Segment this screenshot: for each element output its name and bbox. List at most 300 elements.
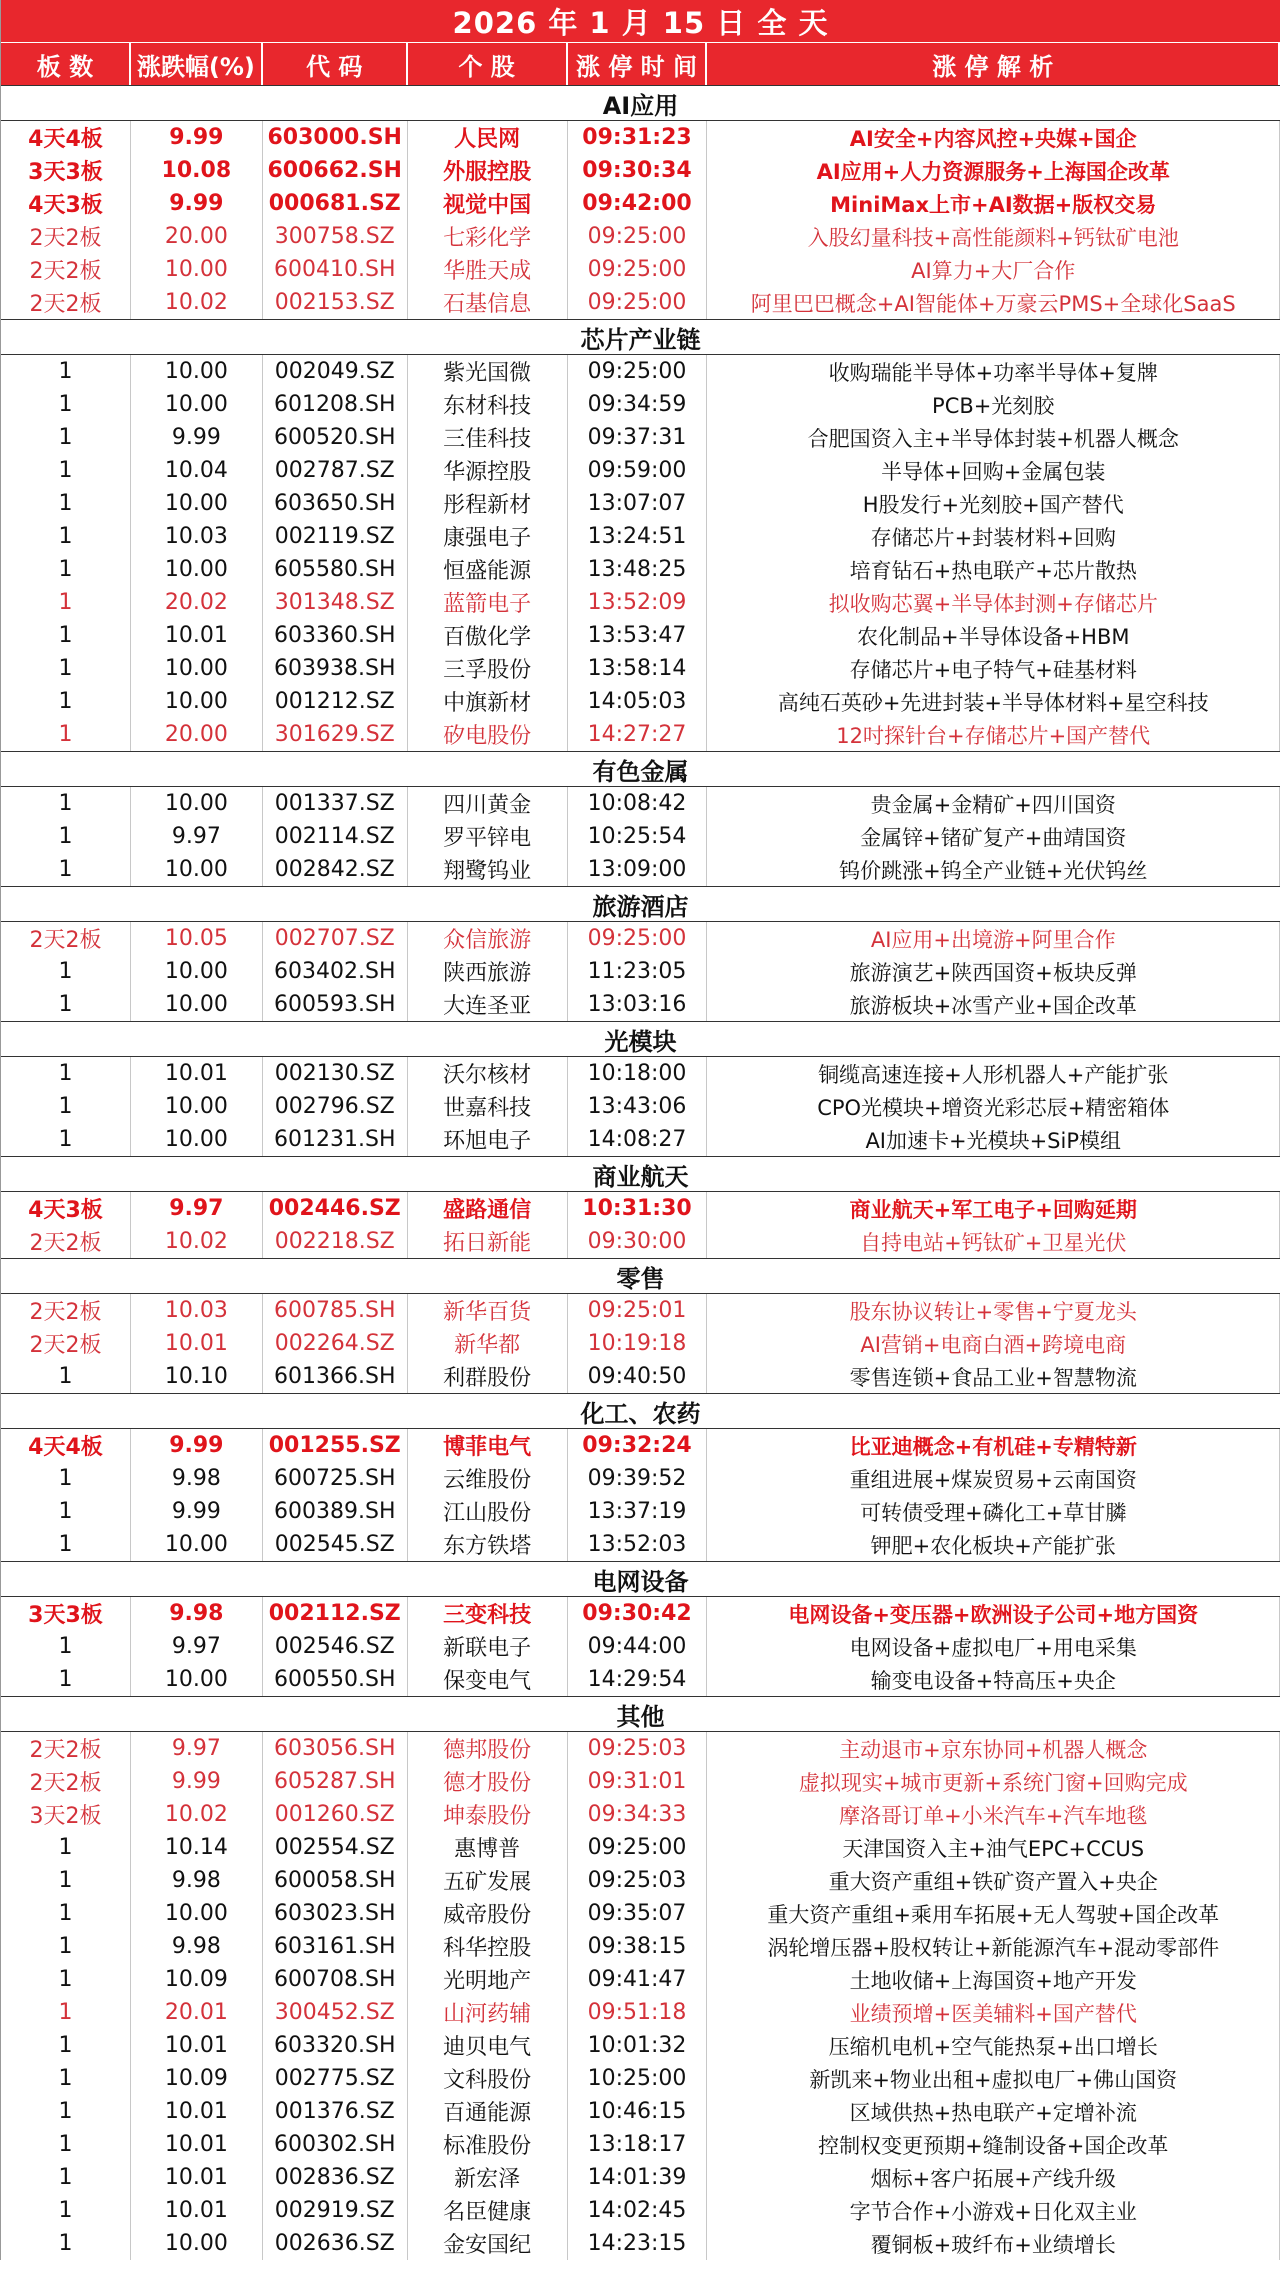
cell-stock-code: 600058.SH — [263, 1864, 408, 1897]
cell-limit-time: 09:41:47 — [568, 1963, 708, 1996]
cell-analysis: 旅游演艺+陕西国资+板块反弹 — [707, 955, 1280, 988]
cell-limit-time: 13:53:47 — [568, 619, 708, 652]
table-row — [1, 2029, 1280, 2062]
table-row — [1, 955, 1280, 988]
table-row — [1, 487, 1280, 520]
cell-stock-code: 001255.SZ — [263, 1429, 408, 1462]
cell-limit-time: 09:31:23 — [568, 121, 708, 154]
cell-limit-time: 09:25:00 — [568, 253, 708, 286]
cell-limit-time: 09:30:42 — [568, 1597, 708, 1630]
cell-change-pct: 10.02 — [131, 1798, 263, 1831]
cell-analysis: 半导体+回购+金属包装 — [707, 454, 1280, 487]
cell-stock-name: 中旗新材 — [408, 685, 568, 718]
cell-analysis: 旅游板块+冰雪产业+国企改革 — [707, 988, 1280, 1021]
section-header: 其他 — [1, 1696, 1280, 1732]
table-row — [1, 553, 1280, 586]
cell-limit-time: 10:18:00 — [568, 1057, 708, 1090]
cell-change-pct: 10.01 — [131, 2029, 263, 2062]
cell-analysis: 控制权变更预期+缝制设备+国企改革 — [707, 2128, 1280, 2161]
cell-stock-code: 600520.SH — [263, 421, 408, 454]
cell-stock-code: 601366.SH — [263, 1360, 408, 1393]
cell-stock-code: 002836.SZ — [263, 2161, 408, 2194]
cell-stock-code: 001212.SZ — [263, 685, 408, 718]
table-row — [1, 685, 1280, 718]
cell-change-pct: 10.00 — [131, 487, 263, 520]
table-row — [1, 2062, 1280, 2095]
section-header: AI应用 — [1, 85, 1280, 121]
cell-analysis: 可转债受理+磷化工+草甘膦 — [707, 1495, 1280, 1528]
cell-analysis: 贵金属+金精矿+四川国资 — [707, 787, 1280, 820]
table-row — [1, 1597, 1280, 1630]
cell-stock-name: 光明地产 — [408, 1963, 568, 1996]
cell-analysis: 字节合作+小游戏+日化双主业 — [707, 2194, 1280, 2227]
cell-limit-time: 09:30:34 — [568, 154, 708, 187]
cell-change-pct: 10.01 — [131, 2161, 263, 2194]
cell-change-pct: 10.00 — [131, 685, 263, 718]
cell-analysis: 阿里巴巴概念+AI智能体+万豪云PMS+全球化SaaS — [707, 286, 1280, 319]
cell-stock-name: 百通能源 — [408, 2095, 568, 2128]
header-analysis: 涨 停 解 析 — [707, 43, 1280, 85]
cell-analysis: 重大资产重组+铁矿资产置入+央企 — [707, 1864, 1280, 1897]
cell-analysis: 电网设备+虚拟电厂+用电采集 — [707, 1630, 1280, 1663]
cell-board-count: 1 — [1, 2227, 131, 2260]
cell-stock-name: 名臣健康 — [408, 2194, 568, 2227]
cell-stock-name: 新华百货 — [408, 1294, 568, 1327]
cell-limit-time: 13:07:07 — [568, 487, 708, 520]
cell-limit-time: 13:09:00 — [568, 853, 708, 886]
cell-limit-time: 09:25:00 — [568, 922, 708, 955]
cell-change-pct: 10.08 — [131, 154, 263, 187]
cell-analysis: PCB+光刻胶 — [707, 388, 1280, 421]
cell-change-pct: 10.00 — [131, 988, 263, 1021]
table-row — [1, 454, 1280, 487]
cell-stock-code: 002919.SZ — [263, 2194, 408, 2227]
cell-analysis: 合肥国资入主+半导体封装+机器人概念 — [707, 421, 1280, 454]
cell-board-count: 1 — [1, 1663, 131, 1696]
table-row — [1, 121, 1280, 154]
cell-stock-code: 600708.SH — [263, 1963, 408, 1996]
cell-stock-name: 保变电气 — [408, 1663, 568, 1696]
cell-stock-name: 彤程新材 — [408, 487, 568, 520]
cell-board-count: 1 — [1, 1495, 131, 1528]
cell-analysis: 高纯石英砂+先进封装+半导体材料+星空科技 — [707, 685, 1280, 718]
cell-stock-code: 605287.SH — [263, 1765, 408, 1798]
table-row — [1, 922, 1280, 955]
cell-analysis: 业绩预增+医美辅料+国产替代 — [707, 1996, 1280, 2029]
cell-analysis: 钾肥+农化板块+产能扩张 — [707, 1528, 1280, 1561]
cell-limit-time: 14:29:54 — [568, 1663, 708, 1696]
cell-stock-code: 600410.SH — [263, 253, 408, 286]
table-row — [1, 619, 1280, 652]
cell-stock-name: 华源控股 — [408, 454, 568, 487]
cell-board-count: 1 — [1, 652, 131, 685]
table-row — [1, 853, 1280, 886]
cell-stock-name: 坤泰股份 — [408, 1798, 568, 1831]
cell-stock-code: 603023.SH — [263, 1897, 408, 1930]
cell-analysis: AI应用+人力资源服务+上海国企改革 — [707, 154, 1280, 187]
cell-stock-name: 康强电子 — [408, 520, 568, 553]
cell-stock-code: 603402.SH — [263, 955, 408, 988]
cell-board-count: 2天2板 — [1, 1765, 131, 1798]
cell-board-count: 1 — [1, 1864, 131, 1897]
cell-board-count: 1 — [1, 820, 131, 853]
cell-stock-name: 百傲化学 — [408, 619, 568, 652]
cell-board-count: 2天2板 — [1, 253, 131, 286]
cell-board-count: 1 — [1, 2128, 131, 2161]
cell-analysis: 入股幻量科技+高性能颜料+钙钛矿电池 — [707, 220, 1280, 253]
cell-analysis: 电网设备+变压器+欧洲设子公司+地方国资 — [707, 1597, 1280, 1630]
table-row — [1, 2095, 1280, 2128]
cell-stock-code: 002153.SZ — [263, 286, 408, 319]
cell-board-count: 3天3板 — [1, 1597, 131, 1630]
cell-limit-time: 13:18:17 — [568, 2128, 708, 2161]
cell-limit-time: 09:40:50 — [568, 1360, 708, 1393]
cell-stock-name: 新联电子 — [408, 1630, 568, 1663]
table-row — [1, 187, 1280, 220]
cell-analysis: 股东协议转让+零售+宁夏龙头 — [707, 1294, 1280, 1327]
cell-change-pct: 10.01 — [131, 2095, 263, 2128]
cell-stock-code: 002114.SZ — [263, 820, 408, 853]
cell-stock-name: 文科股份 — [408, 2062, 568, 2095]
section-header: 化工、农药 — [1, 1393, 1280, 1429]
cell-board-count: 1 — [1, 421, 131, 454]
cell-limit-time: 14:23:15 — [568, 2227, 708, 2260]
cell-limit-time: 14:01:39 — [568, 2161, 708, 2194]
cell-change-pct: 10.00 — [131, 253, 263, 286]
cell-change-pct: 10.00 — [131, 787, 263, 820]
cell-board-count: 1 — [1, 619, 131, 652]
cell-stock-code: 600550.SH — [263, 1663, 408, 1696]
cell-analysis: 存储芯片+电子特气+硅基材料 — [707, 652, 1280, 685]
cell-analysis: 拟收购芯翼+半导体封测+存储芯片 — [707, 586, 1280, 619]
cell-board-count: 1 — [1, 1462, 131, 1495]
table-row — [1, 2227, 1280, 2260]
cell-change-pct: 10.00 — [131, 388, 263, 421]
table-row — [1, 388, 1280, 421]
table-row — [1, 1192, 1280, 1225]
cell-limit-time: 13:52:09 — [568, 586, 708, 619]
cell-change-pct: 10.01 — [131, 2128, 263, 2161]
cell-board-count: 1 — [1, 2161, 131, 2194]
cell-stock-code: 002130.SZ — [263, 1057, 408, 1090]
cell-board-count: 1 — [1, 853, 131, 886]
cell-limit-time: 13:03:16 — [568, 988, 708, 1021]
header-stock: 个 股 — [408, 43, 568, 85]
cell-stock-code: 600302.SH — [263, 2128, 408, 2161]
cell-analysis: 重大资产重组+乘用车拓展+无人驾驶+国企改革 — [707, 1897, 1280, 1930]
cell-change-pct: 20.01 — [131, 1996, 263, 2029]
cell-limit-time: 14:05:03 — [568, 685, 708, 718]
cell-analysis: AI加速卡+光模块+SiP模组 — [707, 1123, 1280, 1156]
cell-limit-time: 13:58:14 — [568, 652, 708, 685]
cell-change-pct: 10.02 — [131, 286, 263, 319]
cell-analysis: H股发行+光刻胶+国产替代 — [707, 487, 1280, 520]
cell-stock-name: 标准股份 — [408, 2128, 568, 2161]
cell-limit-time: 11:23:05 — [568, 955, 708, 988]
cell-stock-code: 301348.SZ — [263, 586, 408, 619]
cell-stock-name: 三佳科技 — [408, 421, 568, 454]
cell-change-pct: 10.05 — [131, 922, 263, 955]
cell-stock-code: 601231.SH — [263, 1123, 408, 1156]
cell-stock-name: 蓝箭电子 — [408, 586, 568, 619]
section-header: 有色金属 — [1, 751, 1280, 787]
table-row — [1, 1930, 1280, 1963]
table-row — [1, 1996, 1280, 2029]
cell-stock-code: 002787.SZ — [263, 454, 408, 487]
cell-limit-time: 10:46:15 — [568, 2095, 708, 2128]
cell-change-pct: 9.98 — [131, 1597, 263, 1630]
cell-analysis: 12吋探针台+存储芯片+国产替代 — [707, 718, 1280, 751]
cell-change-pct: 10.00 — [131, 355, 263, 388]
cell-stock-code: 301629.SZ — [263, 718, 408, 751]
cell-board-count: 1 — [1, 553, 131, 586]
cell-stock-name: 威帝股份 — [408, 1897, 568, 1930]
cell-stock-name: 人民网 — [408, 121, 568, 154]
cell-stock-code: 001376.SZ — [263, 2095, 408, 2128]
cell-limit-time: 13:43:06 — [568, 1090, 708, 1123]
cell-stock-name: 拓日新能 — [408, 1225, 568, 1258]
cell-board-count: 1 — [1, 355, 131, 388]
cell-limit-time: 09:31:01 — [568, 1765, 708, 1798]
cell-board-count: 1 — [1, 586, 131, 619]
table-row — [1, 787, 1280, 820]
cell-change-pct: 9.97 — [131, 1192, 263, 1225]
section-header: 商业航天 — [1, 1156, 1280, 1192]
cell-stock-name: 众信旅游 — [408, 922, 568, 955]
cell-limit-time: 14:27:27 — [568, 718, 708, 751]
section-header: 电网设备 — [1, 1561, 1280, 1597]
cell-board-count: 1 — [1, 1963, 131, 1996]
cell-change-pct: 10.00 — [131, 1897, 263, 1930]
cell-limit-time: 14:02:45 — [568, 2194, 708, 2227]
cell-change-pct: 10.04 — [131, 454, 263, 487]
table-row — [1, 718, 1280, 751]
cell-stock-code: 603938.SH — [263, 652, 408, 685]
cell-limit-time: 09:34:33 — [568, 1798, 708, 1831]
cell-limit-time: 10:08:42 — [568, 787, 708, 820]
cell-stock-name: 金安国纪 — [408, 2227, 568, 2260]
header-change-pct: 涨跌幅(%) — [131, 43, 263, 85]
cell-board-count: 1 — [1, 955, 131, 988]
table-row — [1, 520, 1280, 553]
cell-board-count: 3天2板 — [1, 1798, 131, 1831]
table-row — [1, 586, 1280, 619]
cell-board-count: 2天2板 — [1, 1327, 131, 1360]
cell-change-pct: 10.01 — [131, 619, 263, 652]
cell-limit-time: 10:25:00 — [568, 2062, 708, 2095]
cell-limit-time: 09:25:00 — [568, 220, 708, 253]
cell-change-pct: 9.99 — [131, 421, 263, 454]
cell-board-count: 2天2板 — [1, 220, 131, 253]
table-row — [1, 2161, 1280, 2194]
cell-stock-code: 603320.SH — [263, 2029, 408, 2062]
cell-analysis: AI营销+电商白酒+跨境电商 — [707, 1327, 1280, 1360]
cell-analysis: AI算力+大厂合作 — [707, 253, 1280, 286]
cell-change-pct: 10.00 — [131, 853, 263, 886]
cell-stock-code: 002707.SZ — [263, 922, 408, 955]
section-header: 零售 — [1, 1258, 1280, 1294]
cell-board-count: 1 — [1, 685, 131, 718]
cell-limit-time: 09:59:00 — [568, 454, 708, 487]
cell-stock-name: 翔鹭钨业 — [408, 853, 568, 886]
cell-analysis: 压缩机电机+空气能热泵+出口增长 — [707, 2029, 1280, 2062]
cell-stock-name: 三变科技 — [408, 1597, 568, 1630]
cell-stock-code: 002446.SZ — [263, 1192, 408, 1225]
header-board-count: 板 数 — [1, 43, 131, 85]
table-row — [1, 1897, 1280, 1930]
table-row — [1, 1831, 1280, 1864]
table-row — [1, 1123, 1280, 1156]
cell-board-count: 1 — [1, 1360, 131, 1393]
cell-analysis: AI安全+内容风控+央媒+国企 — [707, 121, 1280, 154]
cell-limit-time: 13:24:51 — [568, 520, 708, 553]
cell-change-pct: 20.00 — [131, 718, 263, 751]
table-row — [1, 1294, 1280, 1327]
cell-board-count: 1 — [1, 1090, 131, 1123]
table-row — [1, 1864, 1280, 1897]
section-header: 芯片产业链 — [1, 319, 1280, 355]
table-row — [1, 1057, 1280, 1090]
table-row — [1, 1528, 1280, 1561]
table-row — [1, 1225, 1280, 1258]
cell-analysis: 区域供热+热电联产+定增补流 — [707, 2095, 1280, 2128]
cell-change-pct: 10.00 — [131, 652, 263, 685]
table-row — [1, 988, 1280, 1021]
cell-board-count: 1 — [1, 487, 131, 520]
cell-board-count: 2天2板 — [1, 922, 131, 955]
cell-change-pct: 9.97 — [131, 1630, 263, 1663]
cell-limit-time: 09:30:00 — [568, 1225, 708, 1258]
cell-limit-time: 09:35:07 — [568, 1897, 708, 1930]
cell-change-pct: 10.00 — [131, 1123, 263, 1156]
cell-stock-code: 002049.SZ — [263, 355, 408, 388]
cell-limit-time: 09:25:03 — [568, 1732, 708, 1765]
cell-board-count: 2天2板 — [1, 286, 131, 319]
table-row — [1, 1963, 1280, 1996]
cell-stock-name: 科华控股 — [408, 1930, 568, 1963]
table-row — [1, 355, 1280, 388]
cell-change-pct: 9.99 — [131, 1765, 263, 1798]
table-row — [1, 220, 1280, 253]
cell-stock-code: 002842.SZ — [263, 853, 408, 886]
cell-board-count: 4天3板 — [1, 1192, 131, 1225]
cell-stock-name: 外服控股 — [408, 154, 568, 187]
section-header: 光模块 — [1, 1021, 1280, 1057]
cell-limit-time: 14:08:27 — [568, 1123, 708, 1156]
cell-stock-code: 603360.SH — [263, 619, 408, 652]
table-row — [1, 2194, 1280, 2227]
cell-limit-time: 13:48:25 — [568, 553, 708, 586]
table-body — [1, 85, 1280, 2260]
cell-stock-code: 002264.SZ — [263, 1327, 408, 1360]
cell-board-count: 1 — [1, 2062, 131, 2095]
cell-analysis: 天津国资入主+油气EPC+CCUS — [707, 1831, 1280, 1864]
cell-stock-name: 紫光国微 — [408, 355, 568, 388]
cell-board-count: 2天2板 — [1, 1732, 131, 1765]
table-row — [1, 2128, 1280, 2161]
cell-limit-time: 10:01:32 — [568, 2029, 708, 2062]
cell-analysis: 摩洛哥订单+小米汽车+汽车地毯 — [707, 1798, 1280, 1831]
cell-stock-name: 利群股份 — [408, 1360, 568, 1393]
cell-stock-code: 001260.SZ — [263, 1798, 408, 1831]
cell-stock-name: 华胜天成 — [408, 253, 568, 286]
cell-board-count: 1 — [1, 1996, 131, 2029]
cell-board-count: 2天2板 — [1, 1225, 131, 1258]
cell-stock-code: 002796.SZ — [263, 1090, 408, 1123]
table-row — [1, 1630, 1280, 1663]
cell-analysis: 输变电设备+特高压+央企 — [707, 1663, 1280, 1696]
cell-board-count: 1 — [1, 2194, 131, 2227]
cell-stock-name: 沃尔核材 — [408, 1057, 568, 1090]
cell-analysis: 培育钻石+热电联产+芯片散热 — [707, 553, 1280, 586]
cell-stock-name: 盛路通信 — [408, 1192, 568, 1225]
cell-change-pct: 10.00 — [131, 1090, 263, 1123]
cell-change-pct: 10.01 — [131, 1057, 263, 1090]
cell-stock-code: 603056.SH — [263, 1732, 408, 1765]
cell-limit-time: 13:52:03 — [568, 1528, 708, 1561]
cell-change-pct: 9.98 — [131, 1930, 263, 1963]
cell-change-pct: 10.00 — [131, 2227, 263, 2260]
table-row — [1, 1732, 1280, 1765]
header-row — [1, 42, 1280, 85]
cell-analysis: 收购瑞能半导体+功率半导体+复牌 — [707, 355, 1280, 388]
cell-stock-code: 600389.SH — [263, 1495, 408, 1528]
cell-change-pct: 20.02 — [131, 586, 263, 619]
cell-board-count: 1 — [1, 718, 131, 751]
cell-stock-name: 东材科技 — [408, 388, 568, 421]
cell-limit-time: 09:51:18 — [568, 1996, 708, 2029]
cell-limit-time: 10:19:18 — [568, 1327, 708, 1360]
cell-stock-name: 新华都 — [408, 1327, 568, 1360]
cell-stock-name: 五矿发展 — [408, 1864, 568, 1897]
cell-analysis: CPO光模块+增资光彩芯辰+精密箱体 — [707, 1090, 1280, 1123]
cell-change-pct: 20.00 — [131, 220, 263, 253]
cell-board-count: 1 — [1, 1123, 131, 1156]
cell-limit-time: 09:25:00 — [568, 1831, 708, 1864]
cell-stock-code: 001337.SZ — [263, 787, 408, 820]
table-title: 2026 年 1 月 15 日 全 天 — [1, 0, 1280, 42]
cell-stock-name: 七彩化学 — [408, 220, 568, 253]
cell-analysis: MiniMax上市+AI数据+版权交易 — [707, 187, 1280, 220]
cell-change-pct: 9.97 — [131, 1732, 263, 1765]
cell-stock-code: 603161.SH — [263, 1930, 408, 1963]
cell-change-pct: 10.09 — [131, 2062, 263, 2095]
cell-stock-name: 山河药辅 — [408, 1996, 568, 2029]
cell-board-count: 1 — [1, 787, 131, 820]
table-row — [1, 1327, 1280, 1360]
cell-board-count: 1 — [1, 454, 131, 487]
cell-stock-code: 000681.SZ — [263, 187, 408, 220]
cell-stock-code: 300452.SZ — [263, 1996, 408, 2029]
cell-change-pct: 10.00 — [131, 955, 263, 988]
cell-change-pct: 10.02 — [131, 1225, 263, 1258]
header-code: 代 码 — [263, 43, 408, 85]
cell-stock-name: 大连圣亚 — [408, 988, 568, 1021]
cell-change-pct: 10.03 — [131, 1294, 263, 1327]
cell-analysis: 土地收储+上海国资+地产开发 — [707, 1963, 1280, 1996]
cell-analysis: 主动退市+京东协同+机器人概念 — [707, 1732, 1280, 1765]
table-row — [1, 1429, 1280, 1462]
cell-stock-code: 605580.SH — [263, 553, 408, 586]
cell-analysis: 覆铜板+玻纤布+业绩增长 — [707, 2227, 1280, 2260]
cell-stock-name: 新宏泽 — [408, 2161, 568, 2194]
cell-stock-code: 600593.SH — [263, 988, 408, 1021]
cell-stock-name: 三孚股份 — [408, 652, 568, 685]
cell-analysis: 自持电站+钙钛矿+卫星光伏 — [707, 1225, 1280, 1258]
cell-stock-name: 世嘉科技 — [408, 1090, 568, 1123]
cell-board-count: 4天4板 — [1, 1429, 131, 1462]
cell-analysis: 金属锌+锗矿复产+曲靖国资 — [707, 820, 1280, 853]
